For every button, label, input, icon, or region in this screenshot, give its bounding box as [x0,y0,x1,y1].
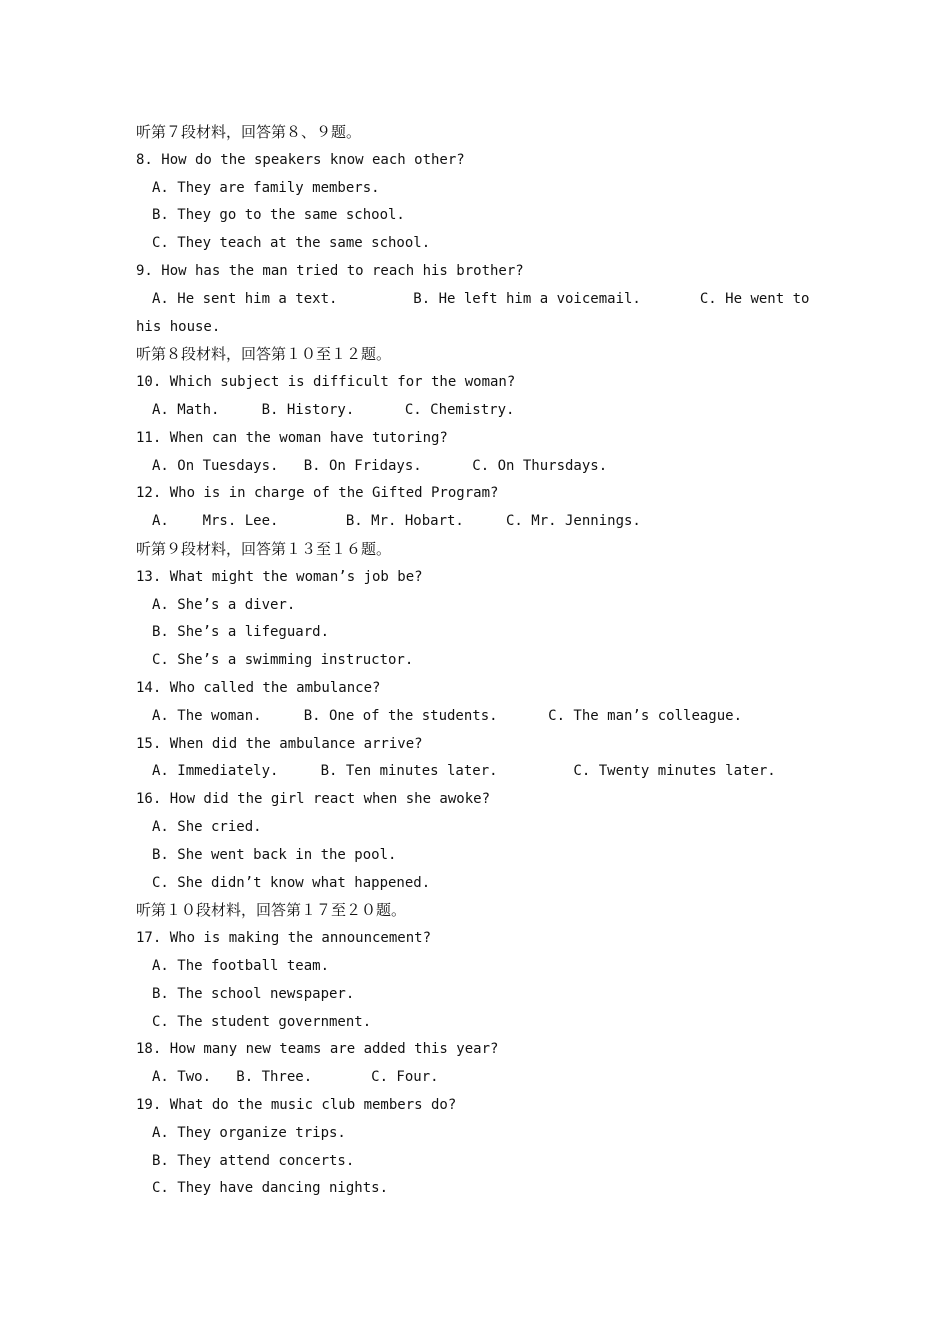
question-line: 15. When did the ambulance arrive? [136,736,423,752]
answer-option-line: B. They attend concerts. [152,1153,355,1169]
answer-option-line: B. They go to the same school. [152,207,405,223]
question-line: 12. Who is in charge of the Gifted Program? [136,485,499,501]
question-line: 8. How do the speakers know each other? [136,152,465,168]
answer-option-line: A. She’s a diver. [152,597,296,613]
question-line: 19. What do the music club members do? [136,1097,457,1113]
answer-option-line: A. The woman. B. One of the students. C. The man’s colleague. [152,708,743,724]
answer-option-line: A. Immediately. B. Ten minutes later. C. Twenty minutes later. [152,763,776,779]
question-line: 9. How has the man tried to reach his brother? [136,263,524,279]
answer-option-line: C. She’s a swimming instructor. [152,652,414,668]
answer-option-line: A. He sent him a text. B. He left him a voicemail. C. He went to [152,291,810,307]
answer-option-line: A. They are family members. [152,180,380,196]
answer-option-line: C. She didn’t know what happened. [152,875,431,891]
question-line: 17. Who is making the announcement? [136,930,432,946]
answer-option-line: A. They organize trips. [152,1125,346,1141]
question-line: 11. When can the woman have tutoring? [136,430,448,446]
answer-option-line: A. Math. B. History. C. Chemistry. [152,402,515,418]
section-heading: 听第８段材料，回答第１０至１２题。 [136,345,392,363]
question-line: 13. What might the woman’s job be? [136,569,423,585]
answer-option-line: C. They teach at the same school. [152,235,431,251]
question-line: 10. Which subject is difficult for the woman? [136,374,516,390]
answer-option-line: A. Mrs. Lee. B. Mr. Hobart. C. Mr. Jennings. [152,513,641,529]
answer-option-line: A. On Tuesdays. B. On Fridays. C. On Thursdays. [152,458,608,474]
question-line: 14. Who called the ambulance? [136,680,381,696]
question-line: 18. How many new teams are added this year? [136,1041,499,1057]
answer-option-line: A. Two. B. Three. C. Four. [152,1069,439,1085]
answer-option-line: A. The football team. [152,958,330,974]
section-heading: 听第７段材料，回答第８、９题。 [136,123,362,141]
answer-option-line: B. She’s a lifeguard. [152,624,330,640]
answer-option-line: C. The student government. [152,1014,372,1030]
answer-option-line: B. The school newspaper. [152,986,355,1002]
question-line: 16. How did the girl react when she awoke? [136,791,491,807]
answer-option-line: A. She cried. [152,819,262,835]
answer-option-line: C. They have dancing nights. [152,1180,389,1196]
section-heading: 听第１０段材料，回答第１７至２０题。 [136,901,407,919]
section-heading: 听第９段材料，回答第１３至１６题。 [136,540,392,558]
answer-option-line: B. She went back in the pool. [152,847,397,863]
question-line: his house. [136,319,221,335]
